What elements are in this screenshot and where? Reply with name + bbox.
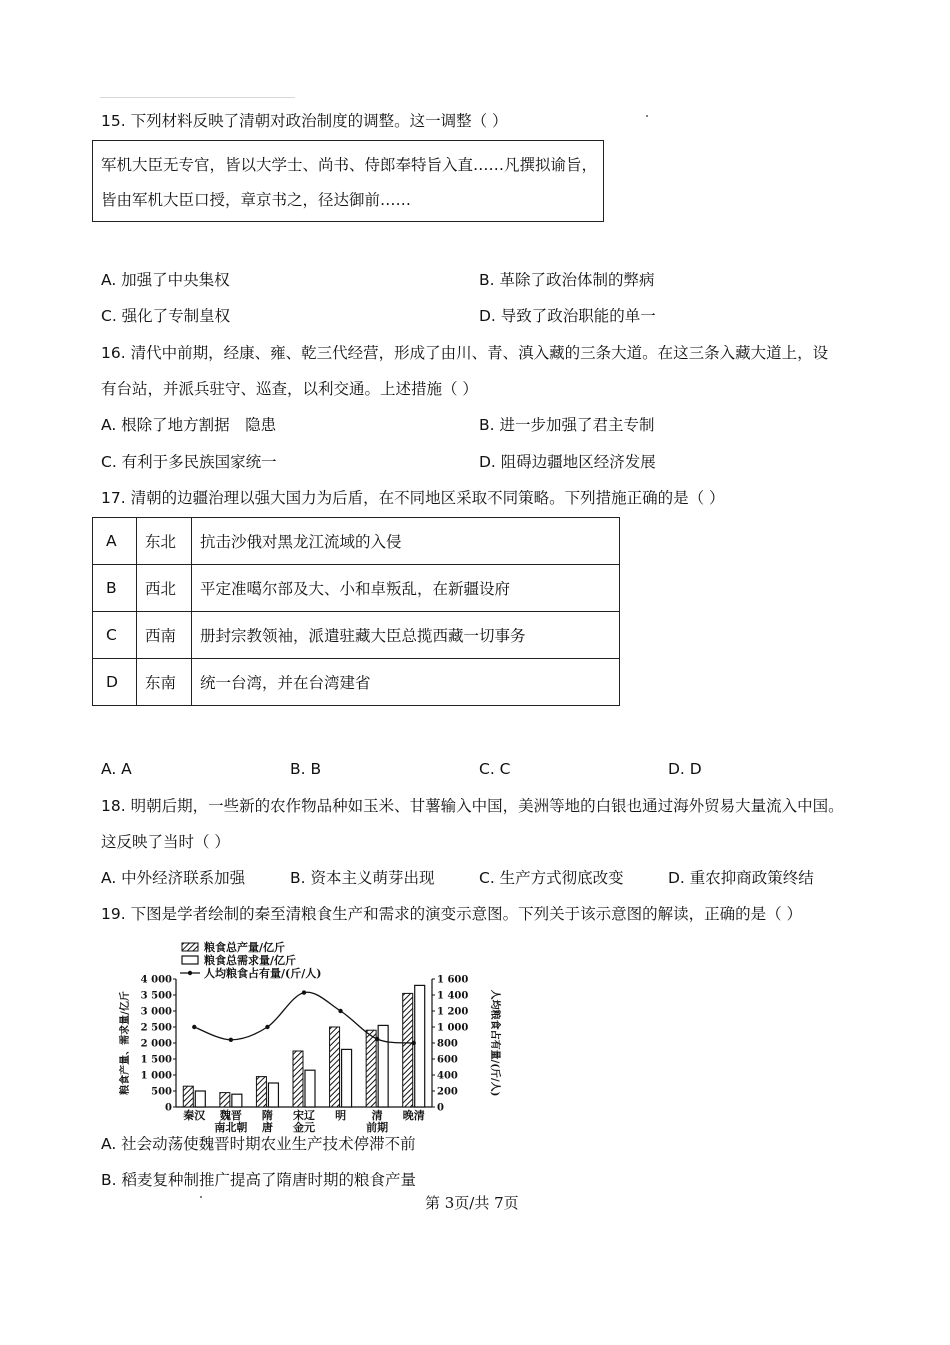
- q16-option-b[interactable]: B. 进一步加强了君主专制: [479, 416, 655, 434]
- row-letter: C: [93, 612, 137, 659]
- left-tick-label: 1 000: [140, 1070, 172, 1082]
- q15-option-a[interactable]: A. 加强了中央集权: [101, 271, 230, 289]
- left-tick-label: 3 500: [140, 990, 172, 1002]
- q16-stem-line: 16. 清代中前期，经康、雍、乾三代经营，形成了由川、青、滇入藏的三条大道。在这三条入藏大道上，设: [101, 344, 829, 362]
- bar-production: [330, 1027, 340, 1107]
- q16-option-a[interactable]: A. 根除了地方割据 隐患: [101, 416, 277, 434]
- q17-stem: 17. 清朝的边疆治理以强大国力为后盾，在不同地区采取不同策略。下列措施正确的是（ ）: [101, 489, 725, 507]
- q18-option-b[interactable]: B. 资本主义萌芽出现: [290, 869, 435, 887]
- left-tick-label: 500: [151, 1086, 172, 1098]
- q17-option-c[interactable]: C. C: [479, 760, 511, 778]
- grain-chart-svg: [110, 937, 510, 1134]
- row-region: 东南: [137, 659, 192, 706]
- legend-label-demand: 粮食总需求量/亿斤: [204, 954, 297, 967]
- left-tick-label: 2 000: [140, 1038, 172, 1050]
- scan-dot: [646, 115, 648, 117]
- bar-demand: [195, 1091, 205, 1107]
- row-content: 统一台湾，并在台湾建省: [192, 659, 620, 706]
- row-content: 平定准噶尔部及大、小和卓叛乱，在新疆设府: [192, 565, 620, 612]
- category-label: 金元: [293, 1121, 315, 1134]
- legend-swatch-point: [188, 971, 192, 975]
- left-axis-label: 粮食产量、需求量/亿斤: [120, 991, 131, 1095]
- right-tick-label: 600: [437, 1054, 458, 1066]
- row-letter: B: [93, 565, 137, 612]
- row-region: 东北: [137, 518, 192, 565]
- header-rule: [100, 97, 295, 98]
- bar-demand: [305, 1070, 315, 1107]
- right-tick-label: 1 400: [437, 990, 469, 1002]
- category-label: 宋辽: [293, 1109, 315, 1122]
- bar-production: [293, 1051, 303, 1107]
- bar-demand: [378, 1025, 388, 1107]
- category-label: 隋: [261, 1109, 273, 1122]
- bar-production: [183, 1086, 193, 1107]
- left-tick-label: 4 000: [140, 974, 172, 986]
- table-row: [93, 518, 620, 565]
- q17-options-table: [92, 517, 620, 706]
- page-footer: 第 3页/共 7页: [425, 1194, 519, 1212]
- legend-swatch-production: [182, 943, 198, 951]
- category-label: 明: [335, 1109, 347, 1122]
- row-content: 抗击沙俄对黑龙江流域的入侵: [192, 518, 620, 565]
- q19-option-a[interactable]: A. 社会动荡使魏晋时期农业生产技术停滞不前: [101, 1135, 416, 1153]
- per-capita-point: [302, 990, 306, 994]
- right-tick-label: 1 200: [437, 1006, 469, 1018]
- bar-production: [220, 1093, 230, 1107]
- bar-demand: [232, 1094, 242, 1107]
- category-label: 唐: [261, 1121, 273, 1134]
- table-row: [93, 612, 620, 659]
- left-tick-label: 2 500: [140, 1022, 172, 1034]
- q18-option-d[interactable]: D. 重农抑商政策终结: [668, 869, 814, 887]
- q15-option-b[interactable]: B. 革除了政治体制的弊病: [479, 271, 655, 289]
- per-capita-point: [338, 1009, 342, 1013]
- per-capita-point: [192, 1025, 196, 1029]
- row-content: 册封宗教领袖，派遣驻藏大臣总揽西藏一切事务: [192, 612, 620, 659]
- bar-production: [403, 993, 413, 1107]
- right-tick-label: 0: [437, 1102, 444, 1114]
- bar-demand: [415, 985, 425, 1107]
- right-tick-label: 200: [437, 1086, 458, 1098]
- row-region: 西南: [137, 612, 192, 659]
- q15-stem: 15. 下列材料反映了清朝对政治制度的调整。这一调整（ ）: [101, 112, 508, 130]
- q17-option-d[interactable]: D. D: [668, 760, 702, 778]
- q17-option-a[interactable]: A. A: [101, 760, 132, 778]
- category-label: 前期: [366, 1121, 389, 1134]
- q15-material-line: 皆由军机大臣口授，章京书之，径达御前……: [101, 191, 412, 209]
- left-tick-label: 1 500: [140, 1054, 172, 1066]
- q19-stem: 19. 下图是学者绘制的秦至清粮食生产和需求的演变示意图。下列关于该示意图的解读，正确的是（ ）: [101, 905, 803, 923]
- per-capita-point: [375, 1037, 379, 1041]
- right-tick-label: 1 000: [437, 1022, 469, 1034]
- q17-option-b[interactable]: B. B: [290, 760, 322, 778]
- bar-production: [256, 1077, 266, 1107]
- bar-demand: [268, 1083, 278, 1107]
- table-row: [93, 565, 620, 612]
- right-tick-label: 400: [437, 1070, 458, 1082]
- scan-dot: [200, 1196, 202, 1198]
- left-tick-label: 0: [165, 1102, 172, 1114]
- q15-option-d[interactable]: D. 导致了政治职能的单一: [479, 307, 656, 325]
- grain-chart: [110, 937, 510, 1134]
- table-row: [93, 659, 620, 706]
- bar-production: [366, 1030, 376, 1107]
- per-capita-point: [412, 1041, 416, 1045]
- category-label: 晚清: [402, 1109, 425, 1122]
- q18-stem-line: 18. 明朝后期，一些新的农作物品种如玉米、甘薯输入中国，美洲等地的白银也通过海外贸易大量流入中国。: [101, 797, 844, 815]
- legend-swatch-demand: [182, 956, 198, 964]
- row-region: 西北: [137, 565, 192, 612]
- right-tick-label: 800: [437, 1038, 458, 1050]
- category-label: 清: [371, 1109, 383, 1122]
- q19-option-b[interactable]: B. 稻麦复种制推广提高了隋唐时期的粮食产量: [101, 1171, 416, 1189]
- category-label: 秦汉: [183, 1109, 206, 1122]
- left-tick-label: 3 000: [140, 1006, 172, 1018]
- row-letter: A: [93, 518, 137, 565]
- q18-option-c[interactable]: C. 生产方式彻底改变: [479, 869, 624, 887]
- right-tick-label: 1 600: [437, 974, 469, 986]
- q18-option-a[interactable]: A. 中外经济联系加强: [101, 869, 246, 887]
- right-axis-label: 人均粮食占有量/(斤/人): [489, 989, 500, 1097]
- q15-option-c[interactable]: C. 强化了专制皇权: [101, 307, 231, 325]
- legend-label-production: 粮食总产量/亿斤: [204, 941, 286, 954]
- q15-material-box: [92, 140, 604, 222]
- bar-demand: [342, 1049, 352, 1107]
- row-letter: D: [93, 659, 137, 706]
- category-label: 南北朝: [214, 1121, 248, 1134]
- per-capita-point: [229, 1038, 233, 1042]
- per-capita-point: [265, 1025, 269, 1029]
- legend-label-per-capita: 人均粮食占有量/(斤/人): [204, 967, 322, 980]
- q16-stem-line: 有台站，并派兵驻守、巡查，以利交通。上述措施（ ）: [101, 380, 478, 398]
- q16-option-d[interactable]: D. 阻碍边疆地区经济发展: [479, 453, 656, 471]
- category-label: 魏晋: [219, 1109, 242, 1122]
- q18-stem-line: 这反映了当时（ ）: [101, 833, 230, 851]
- q15-material-line: 军机大臣无专官，皆以大学士、尚书、侍郎奉特旨入直……凡撰拟谕旨，: [101, 156, 598, 174]
- q16-option-c[interactable]: C. 有利于多民族国家统一: [101, 453, 277, 471]
